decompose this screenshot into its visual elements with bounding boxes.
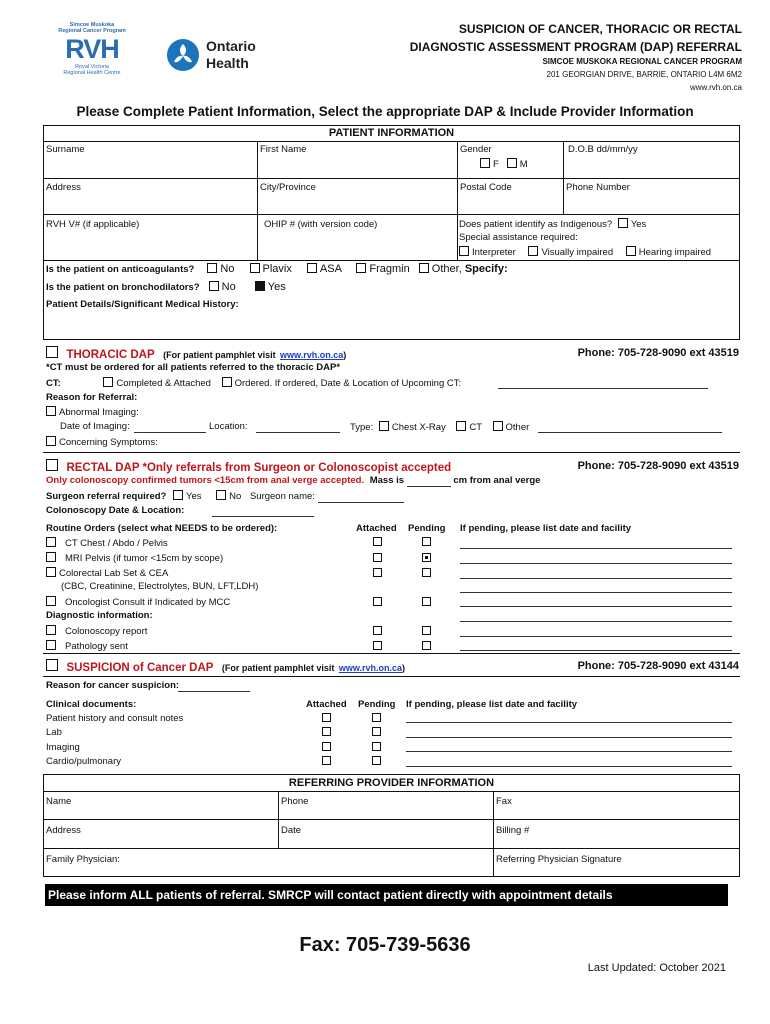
order-ct-row (46, 537, 168, 549)
pending-checkbox[interactable] (372, 713, 381, 722)
anticoagulants-question: Is the patient on anticoagulants? (46, 264, 195, 275)
broncho-yes-label: Yes (267, 281, 286, 293)
routine-orders-heading: Routine Orders (select what NEEDS to be ordered): (46, 523, 278, 534)
thoracic-dap-checkbox[interactable] (46, 346, 58, 358)
ontario-health-text-1: Ontario (206, 38, 256, 54)
pending-checkbox[interactable] (372, 742, 381, 751)
provider-billing-field[interactable]: Billing # (496, 825, 530, 836)
surgeon-referral-row (46, 490, 404, 503)
suspicion-pending-header: Pending (358, 699, 396, 710)
rvh-number-field[interactable]: RVH V# (if applicable) (46, 219, 140, 230)
last-updated: Last Updated: October 2021 (587, 962, 726, 974)
pending-checkbox[interactable] (372, 756, 381, 765)
ct-upcoming-line[interactable] (498, 388, 708, 389)
thoracic-title-row (46, 345, 346, 363)
ct-type-checkbox[interactable] (456, 421, 466, 431)
attached-checkbox[interactable] (322, 756, 331, 765)
gender-m-checkbox[interactable] (507, 158, 517, 168)
surgeon-yes-label: Yes (186, 491, 202, 502)
pathology-sent-checkbox[interactable] (46, 640, 56, 650)
plavix-label: Plavix (262, 263, 292, 275)
rectal-dap-checkbox[interactable] (46, 459, 58, 471)
colonoscopy-date-field[interactable] (212, 516, 314, 517)
rectal-criteria-text: Only colonoscopy confirmed tumors <15cm from anal verge accepted. (46, 475, 365, 486)
fragmin-label: Fragmin (369, 263, 410, 275)
suspicion-reason-field[interactable] (178, 691, 250, 692)
plavix-checkbox[interactable] (250, 263, 260, 273)
indigenous-yes-checkbox[interactable] (618, 218, 628, 228)
suspicion-phone: Phone: 705-728-9090 ext 43144 (577, 660, 739, 672)
pending-detail-line[interactable] (460, 621, 732, 622)
anticoagulants-row (46, 263, 508, 275)
thoracic-dap-title: THORACIC DAP (66, 349, 155, 361)
bronchodilators-row (46, 281, 286, 293)
broncho-yes-checkbox[interactable] (255, 281, 265, 291)
medical-history-label[interactable]: Patient Details/Significant Medical History: (46, 299, 239, 310)
specify-label: Specify: (464, 263, 508, 275)
provider-address-field[interactable]: Address (46, 825, 81, 836)
surname-field[interactable]: Surname (46, 144, 85, 155)
visually-impaired-label: Visually impaired (541, 247, 614, 258)
ct-ordered-checkbox[interactable] (222, 377, 232, 387)
imaging-location-label: Location: (209, 421, 248, 432)
postal-field[interactable]: Postal Code (460, 182, 512, 193)
anticoag-no-label: No (220, 263, 235, 275)
thoracic-close-paren: ) (343, 350, 347, 360)
program-name: SIMCOE MUSKOKA REGIONAL CANCER PROGRAM (542, 57, 742, 66)
pathology-sent-row (46, 640, 128, 652)
suspicion-dap-title: SUSPICION of Cancer DAP (66, 662, 214, 674)
pending-detail-line[interactable] (406, 722, 732, 723)
pending-checkbox[interactable] (422, 568, 431, 577)
colonoscopy-date-label: Colonoscopy Date & Location: (46, 505, 185, 516)
thoracic-phone: Phone: 705-728-9090 ext 43519 (577, 347, 739, 359)
surgeon-yes-checkbox[interactable] (173, 490, 183, 500)
rectal-title-row (46, 458, 451, 476)
pending-detail-line[interactable] (460, 650, 732, 651)
dob-field[interactable]: D.O.B dd/mm/yy (568, 144, 638, 155)
physician-signature-field[interactable]: Referring Physician Signature (496, 854, 622, 865)
imaging-type-label: Type: (350, 422, 374, 433)
order-mri-row (46, 552, 223, 564)
attached-checkbox[interactable] (373, 537, 382, 546)
form-title-line1: SUSPICION OF CANCER, THORACIC OR RECTAL (458, 22, 742, 36)
trillium-icon (166, 38, 200, 72)
abnormal-imaging-row (46, 406, 139, 418)
gender-label: Gender (460, 144, 492, 155)
order-oncologist-row (46, 596, 230, 608)
colonoscopy-report-label: Colonoscopy report (65, 626, 148, 637)
indigenous-label: Does patient identify as Indigenous? (459, 219, 613, 230)
rvh-logo-mid: Regional Cancer Program (58, 28, 126, 34)
form-title-line2: DIAGNOSTIC ASSESSMENT PROGRAM (DAP) REFERRAL (409, 40, 742, 54)
hearing-impaired-checkbox[interactable] (626, 246, 636, 256)
gender-f-label: F (493, 159, 499, 170)
attached-checkbox[interactable] (373, 597, 382, 606)
pending-detail-line[interactable] (406, 737, 732, 738)
thoracic-pamphlet-link[interactable]: www.rvh.on.ca (280, 350, 344, 360)
rectal-attached-header: Attached (356, 523, 397, 534)
interpreter-checkbox[interactable] (459, 246, 469, 256)
provider-date-field[interactable]: Date (281, 825, 302, 836)
concerning-symptoms-label: Concerning Symptoms: (59, 437, 158, 448)
order-ct-label: CT Chest / Abdo / Pelvis (65, 538, 168, 549)
rvh-logo (52, 22, 132, 92)
ontario-health-logo (166, 38, 276, 74)
provider-fax-field[interactable]: Fax (496, 796, 512, 807)
rectal-criteria-row (46, 475, 540, 487)
attached-checkbox[interactable] (373, 641, 382, 650)
diagnostic-info-heading: Diagnostic information: (46, 610, 153, 621)
other-type-checkbox[interactable] (493, 421, 503, 431)
pending-checkbox[interactable] (422, 537, 431, 546)
pending-checkbox[interactable] (422, 641, 431, 650)
date-imaging-label: Date of Imaging: (60, 421, 130, 432)
ct-type-label: CT (469, 422, 482, 433)
indigenous-yes-label: Yes (630, 219, 647, 230)
gender-options (480, 158, 528, 170)
chest-xray-label: Chest X-Ray (391, 422, 446, 433)
abnormal-imaging-checkbox[interactable] (46, 406, 56, 416)
surgeon-no-checkbox[interactable] (216, 490, 226, 500)
order-lab-row (46, 567, 168, 579)
pending-detail-line[interactable] (460, 578, 732, 579)
provider-info-box (43, 774, 740, 877)
thoracic-ct-row (46, 377, 461, 389)
anticoag-no-checkbox[interactable] (207, 263, 217, 273)
program-address: 201 GEORGIAN DRIVE, BARRIE, ONTARIO L4M 6M2 (546, 70, 742, 79)
order-ct-checkbox[interactable] (46, 537, 56, 547)
pending-checkbox[interactable] (422, 597, 431, 606)
gender-m-label: M (519, 159, 528, 170)
surgeon-referral-question: Surgeon referral required? (46, 491, 167, 502)
pending-checkbox[interactable] (422, 626, 431, 635)
mass-distance-field[interactable] (407, 475, 451, 487)
bronchodilators-question: Is the patient on bronchodilators? (46, 282, 200, 293)
pending-detail-line[interactable] (460, 636, 732, 637)
thoracic-reason-label: Reason for Referral: (46, 392, 138, 403)
indigenous-question (459, 218, 646, 230)
rectal-dap-title: RECTAL DAP *Only referrals from Surgeon or Colonoscopist accepted (66, 462, 452, 474)
doc-history-label: Patient history and consult notes (46, 713, 184, 724)
rvh-logo-sub2: Regional Health Centre (63, 70, 121, 76)
order-lab-checkbox[interactable] (46, 567, 56, 577)
pending-checkbox[interactable] (422, 553, 431, 562)
surgeon-no-label: No (229, 491, 242, 502)
fragmin-checkbox[interactable] (356, 263, 366, 273)
ct-label: CT: (46, 378, 61, 389)
suspicion-attached-header: Attached (306, 699, 347, 710)
surgeon-name-label: Surgeon name: (249, 491, 315, 502)
ct-completed-checkbox[interactable] (103, 377, 113, 387)
ct-ordered-label: Ordered. If ordered, Date & Location of Upcoming CT: (234, 378, 462, 389)
order-lab-label: Colorectal Lab Set & CEA (59, 568, 169, 579)
other-anticoag-label: Other, (431, 263, 462, 275)
attached-checkbox[interactable] (373, 568, 382, 577)
pending-detail-line[interactable] (460, 592, 732, 593)
suspicion-dap-checkbox[interactable] (46, 659, 58, 671)
provider-phone-field[interactable]: Phone (281, 796, 309, 807)
order-oncologist-label: Oncologist Consult if Indicated by MCC (65, 597, 231, 608)
mass-label: Mass is (369, 475, 405, 486)
abnormal-imaging-label: Abnormal Imaging: (59, 407, 139, 418)
colonoscopy-report-row (46, 625, 147, 637)
ct-completed-label: Completed & Attached (116, 378, 211, 389)
instruction-heading: Please Complete Patient Information, Select the appropriate DAP & Include Provider Information (76, 104, 694, 119)
suspicion-reason-label: Reason for cancer suspicion: (46, 680, 180, 691)
concerning-symptoms-checkbox[interactable] (46, 436, 56, 446)
suspicion-close-paren: ) (402, 663, 406, 673)
clinical-documents-heading: Clinical documents: (46, 699, 137, 710)
rvh-logo-top: Simcoe Muskoka (69, 22, 115, 28)
ohip-field[interactable]: OHIP # (with version code) (264, 219, 378, 230)
rectal-pending-header: Pending (408, 523, 446, 534)
ontario-health-text-2: Health (206, 55, 249, 71)
special-assistance-options (459, 246, 711, 258)
order-oncologist-checkbox[interactable] (46, 596, 56, 606)
hearing-impaired-label: Hearing impaired (638, 247, 712, 258)
rectal-if-pending-header: If pending, please list date and facility (460, 523, 632, 534)
cm-label: cm from anal verge (453, 475, 541, 486)
surgeon-name-field[interactable] (318, 491, 404, 503)
doc-imaging-label: Imaging (46, 742, 80, 753)
rectal-phone: Phone: 705-728-9090 ext 43519 (577, 460, 739, 472)
thoracic-pamphlet-text: (For patient pamphlet visit (163, 350, 276, 360)
gender-f-checkbox[interactable] (480, 158, 490, 168)
pending-detail-line[interactable] (460, 606, 732, 607)
chest-xray-checkbox[interactable] (379, 421, 389, 431)
program-website: www.rvh.on.ca (689, 83, 742, 92)
colonoscopy-report-checkbox[interactable] (46, 625, 56, 635)
pending-detail-line[interactable] (460, 563, 732, 564)
order-mri-label: MRI Pelvis (if tumor <15cm by scope) (65, 553, 224, 564)
attached-checkbox[interactable] (322, 742, 331, 751)
city-field[interactable]: City/Province (260, 182, 316, 193)
first-name-field[interactable]: First Name (260, 144, 307, 155)
thoracic-ct-note: *CT must be ordered for all patients referred to the thoracic DAP* (46, 362, 341, 373)
address-field[interactable]: Address (46, 182, 81, 193)
attached-checkbox[interactable] (373, 553, 382, 562)
other-anticoag-checkbox[interactable] (419, 263, 429, 273)
special-assistance-label: Special assistance required: (459, 232, 578, 243)
doc-lab-label: Lab (46, 727, 62, 738)
pending-detail-line[interactable] (460, 548, 732, 549)
imaging-type-row (350, 421, 529, 433)
suspicion-pamphlet-text: (For patient pamphlet visit (221, 663, 335, 673)
attached-checkbox[interactable] (373, 626, 382, 635)
concerning-symptoms-row (46, 436, 158, 448)
patient-section-title: PATIENT INFORMATION (328, 127, 455, 139)
interpreter-label: Interpreter (472, 247, 516, 258)
pending-detail-line[interactable] (406, 766, 732, 767)
rvh-logo-text: RVH (65, 34, 119, 64)
suspicion-pamphlet-link[interactable]: www.rvh.on.ca (338, 663, 403, 673)
visually-impaired-checkbox[interactable] (528, 246, 538, 256)
other-type-label: Other (505, 422, 530, 433)
notice-banner: Please inform ALL patients of referral. SMRCP will contact patient directly with appointment details (45, 884, 728, 906)
pending-checkbox[interactable] (372, 727, 381, 736)
provider-section-title: REFERRING PROVIDER INFORMATION (288, 777, 495, 789)
phone-field[interactable]: Phone Number (566, 182, 630, 193)
family-physician-field[interactable]: Family Physician: (46, 854, 120, 865)
pending-detail-line[interactable] (406, 751, 732, 752)
broncho-no-checkbox[interactable] (209, 281, 219, 291)
suspicion-if-pending-header: If pending, please list date and facility (406, 699, 578, 710)
asa-checkbox[interactable] (307, 263, 317, 273)
asa-label: ASA (319, 263, 342, 275)
order-lab-detail: (CBC, Creatinine, Electrolytes, BUN, LFT,LDH) (61, 581, 259, 592)
rvh-logo-sub1: Royal Victoria (75, 64, 109, 70)
order-mri-checkbox[interactable] (46, 552, 56, 562)
attached-checkbox[interactable] (322, 713, 331, 722)
fax-number: Fax: 705-739-5636 (299, 934, 471, 956)
broncho-no-label: No (221, 281, 236, 293)
provider-name-field[interactable]: Name (46, 796, 72, 807)
pathology-sent-label: Pathology sent (65, 641, 128, 652)
attached-checkbox[interactable] (322, 727, 331, 736)
suspicion-title-row (46, 658, 405, 676)
doc-cardio-label: Cardio/pulmonary (46, 756, 121, 767)
